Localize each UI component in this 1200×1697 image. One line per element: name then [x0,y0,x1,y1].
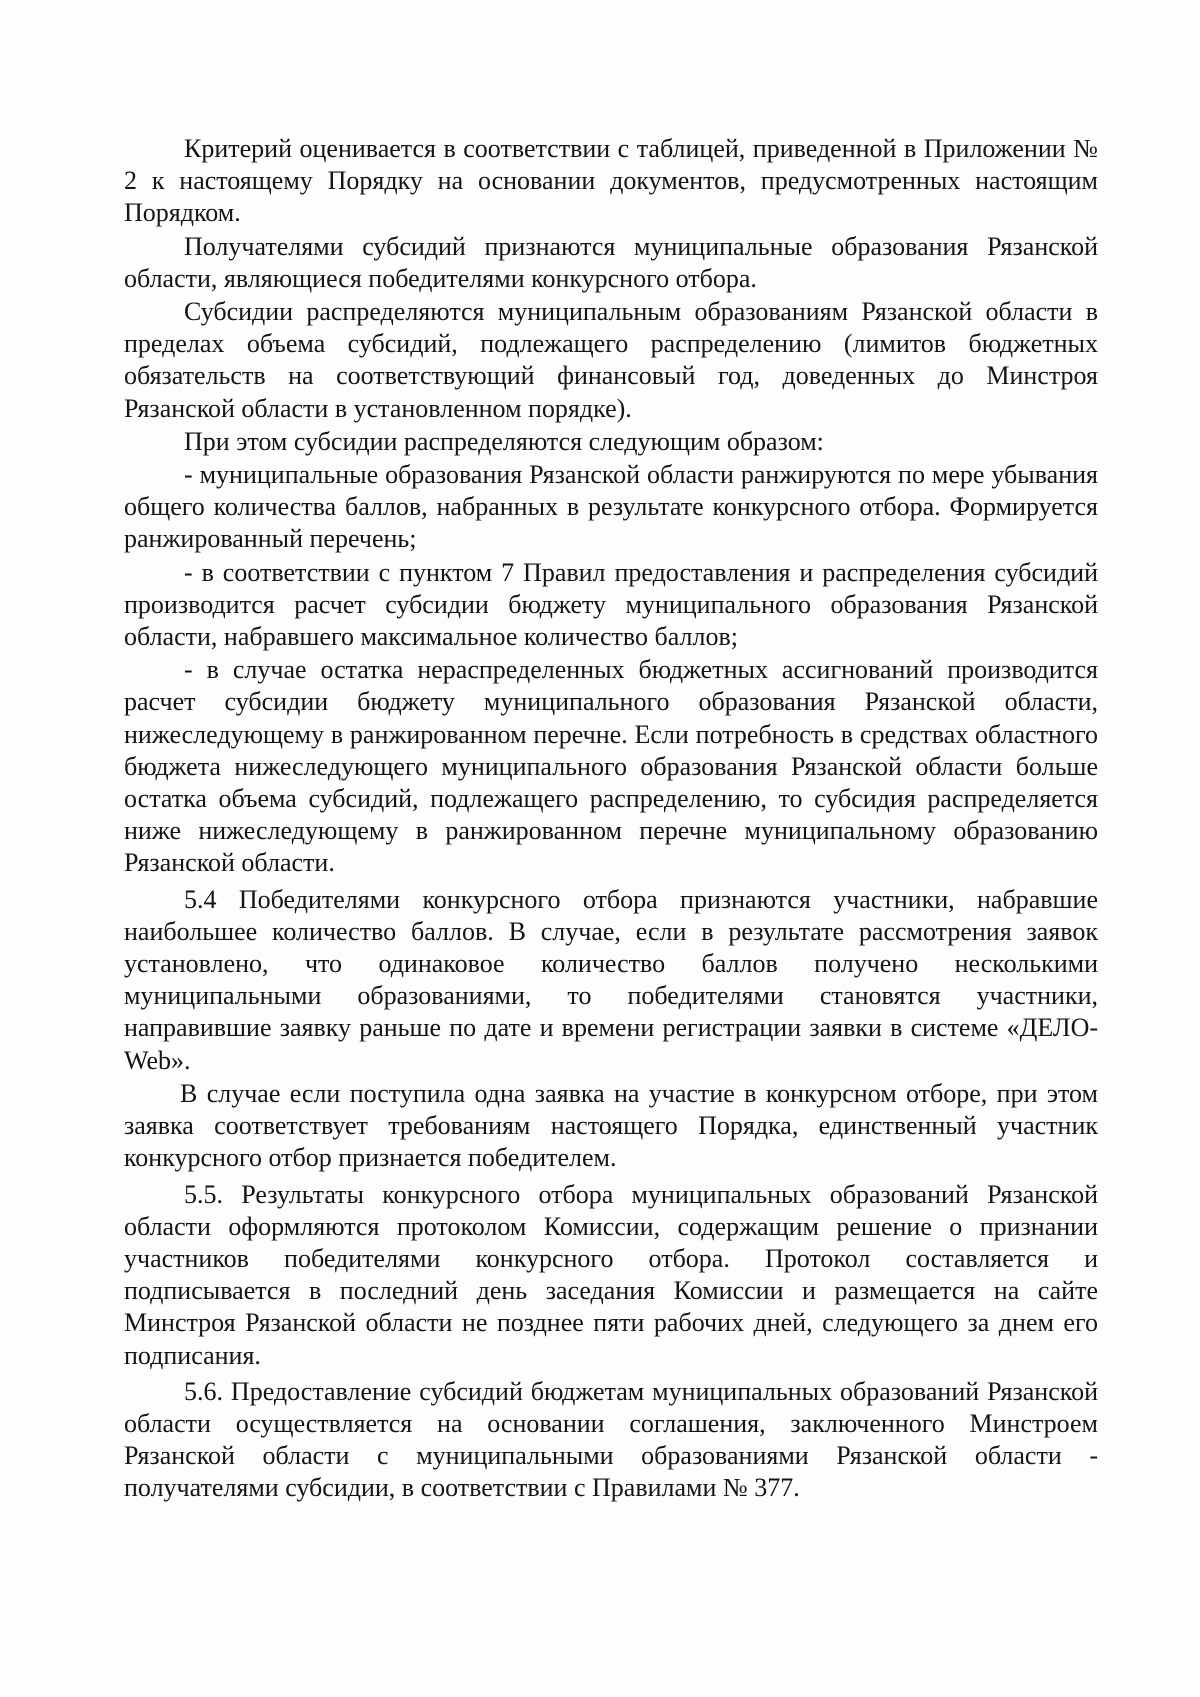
paragraph-single-application: В случае если поступила одна заявка на участие в конкурсном отборе, при этом заявка соответствует требованиям настоящего Порядка, единственный участник конкурсного отбор признается победителем. [124,1078,1098,1173]
paragraph-distribution-method: При этом субсидии распределяются следующим образом: [184,426,824,456]
paragraph-subsidy-recipients: Получателями субсидий признаются муниципальные образования Рязанской области, являющиеся победителями конкурсного отбора. [124,231,1098,293]
paragraph-section-5-5: 5.5. Результаты конкурсного отбора муниципальных образований Рязанской области оформляются протоколом Комиссии, содержащим решение о признании участников победителями конкурсного отбора. Протокол составляется и подписывается в последний день заседания Комиссии и размещается на сайте Минстроя Рязанской области не позднее пяти рабочих дней, следующего за днем его подписания. [124,1179,1098,1370]
paragraph-criterion-evaluation: Критерий оценивается в соответствии с таблицей, приведенной в Приложении № 2 к настоящему Порядку на основании документов, предусмотренных настоящим Порядком. [124,134,1098,228]
list-item-calculation: - в соответствии с пунктом 7 Правил предоставления и распределения субсидий производится расчет субсидии бюджету муниципального образования Рязанской области, набравшего максимальное количество баллов; [124,557,1098,652]
paragraph-section-5-6: 5.6. Предоставление субсидий бюджетам муниципальных образований Рязанской области осуществляется на основании соглашения, заключенного Минстроем Рязанской области с муниципальными образованиями Рязанской области - получателями субсидии, в соответствии с Правилами № 377. [124,1376,1098,1503]
paragraph-subsidy-distribution: Субсидии распределяются муниципальным образованиям Рязанской области в пределах объема субсидий, подлежащего распределению (лимитов бюджетных обязательств на соответствующий финансовый год, доведенных до Минстроя Рязанской области в установленном порядке). [124,297,1098,423]
paragraph-section-5-4: 5.4 Победителями конкурсного отбора признаются участники, набравшие наибольшее количество баллов. В случае, если в результате рассмотрения заявок установлено, что одинаковое количество баллов получено несколькими муниципальными образованиями, то победителями становятся участники, направившие заявку раньше по дате и времени регистрации заявки в системе «ДЕЛО-Web». [124,884,1098,1075]
list-item-remainder: - в случае остатка нераспределенных бюджетных ассигнований производится расчет субсидии бюджету муниципального образования Рязанской области, нижеследующему в ранжированном перечне. Если потребность в средствах областного бюджета нижеследующего муниципального образования Рязанской области больше остатка объема субсидий, подлежащего распределению, то субсидия распределяется ниже нижеследующему в ранжированном перечне муниципальному образованию Рязанской области. [124,655,1098,878]
list-item-ranking: - муниципальные образования Рязанской области ранжируются по мере убывания общего количества баллов, набранных в результате конкурсного отбора. Формируется ранжированный перечень; [124,460,1098,554]
